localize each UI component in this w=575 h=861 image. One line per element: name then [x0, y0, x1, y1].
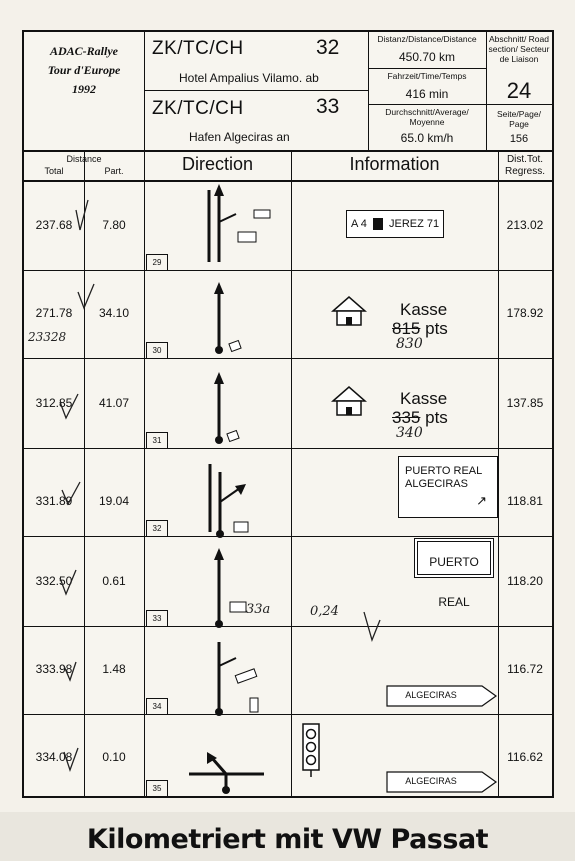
row2-partial: 34.10 [98, 306, 130, 320]
row3-total: 312.85 [35, 396, 73, 410]
stage2-number: 33 [316, 95, 340, 118]
average-label: Durchschnitt/Average/ Moyenne [385, 107, 469, 127]
time-value: 416 min [405, 87, 449, 101]
partial-header: Part. [104, 166, 124, 176]
row1-regress: 213.02 [506, 218, 544, 232]
information-header: Information [349, 154, 440, 174]
row6-total: 333.98 [35, 662, 73, 676]
header-block [24, 32, 552, 152]
row3-regress: 137.85 [506, 396, 544, 410]
row4-total: 331.89 [35, 494, 73, 508]
stage2-code: ZK/TC/CH [152, 98, 244, 119]
stage1-location: Hotel Ampalius Vilamo. ab [179, 71, 319, 85]
stage1-code: ZK/TC/CH [152, 38, 244, 59]
sign-algeciras-label: ALGECIRAS [405, 690, 457, 700]
average-value: 65.0 km/h [400, 131, 454, 145]
row2-total: 271.78 [35, 306, 73, 320]
handwritten-note: 33a [246, 602, 271, 617]
kasse1-unit: pts [425, 319, 448, 338]
sign-jerez: JEREZ 71 [389, 218, 440, 230]
time-label: Fahrzeit/Time/Temps [387, 71, 467, 81]
kasse2-handwritten: 340 [396, 425, 423, 441]
handwritten-note: 23328 [28, 330, 67, 344]
row7-partial: 0.10 [102, 750, 126, 764]
page-value: 156 [509, 133, 529, 145]
total-header: Total [44, 166, 64, 176]
distance-label: Distanz/Distance/Distance [377, 34, 477, 44]
sign-a4: A 4 [351, 218, 367, 230]
kasse-label: Kasse [400, 389, 448, 408]
footer-banner [0, 812, 575, 861]
row6-regress: 116.72 [507, 662, 543, 676]
sign-line2: ALGECIRAS [405, 478, 468, 490]
kasse-label: Kasse [400, 300, 448, 319]
box-number: 29 [146, 254, 168, 271]
box-number: 34 [146, 698, 168, 715]
box-number: 35 [146, 780, 168, 797]
distance-header: Distance [66, 154, 102, 164]
regress-header: Regress. [504, 166, 545, 177]
sign-algeciras-label: ALGECIRAS [405, 776, 457, 786]
arrow-up-right-icon: ↗ [476, 493, 487, 508]
row2-regress: 178.92 [506, 306, 544, 320]
handwritten-note: 0,24 [310, 604, 339, 619]
roadbook-page [22, 30, 554, 798]
box-number: 30 [146, 342, 168, 359]
row3-partial: 41.07 [98, 396, 130, 410]
sign-puerto-real: PUERTO REAL [414, 538, 494, 578]
row1-total: 237.68 [35, 218, 73, 232]
row4-regress: 118.81 [507, 494, 543, 508]
disttot-header: Dist.Tot. [506, 154, 544, 165]
rally-name [24, 42, 144, 99]
page-label: Seite/Page/ Page [497, 109, 541, 129]
row4-partial: 19.04 [98, 494, 130, 508]
row7-total: 334.08 [35, 750, 73, 764]
row6-partial: 1.48 [102, 662, 126, 676]
box-number: 31 [146, 432, 168, 449]
handwritten-checkmarks [24, 182, 552, 796]
direction-header: Direction [181, 154, 254, 174]
rally-year: 1992 [72, 82, 96, 96]
stage2-location: Hafen Algeciras an [189, 130, 290, 144]
row7-regress: 116.62 [507, 750, 543, 764]
row5-total: 332.50 [35, 574, 73, 588]
row5-partial: 0.61 [102, 574, 126, 588]
kasse2-unit: pts [425, 408, 448, 427]
sign-line1: PUERTO REAL [405, 465, 483, 477]
kasse2-old-price: 335 [392, 408, 421, 427]
box-number: 32 [146, 520, 168, 537]
kasse1-old-price: 815 [392, 319, 421, 338]
footer-text: Kilometriert mit VW Passat [86, 824, 489, 855]
rally-line1: ADAC-Rallye [50, 44, 118, 58]
stage1-number: 32 [316, 36, 340, 59]
distance-value: 450.70 km [398, 50, 456, 64]
section-value: 24 [506, 78, 532, 103]
row5-regress: 118.20 [507, 574, 543, 588]
row1-partial: 7.80 [102, 218, 126, 232]
section-label: Abschnitt/ Road section/ Secteur de Liaison [488, 34, 550, 64]
rally-line2: Tour d'Europe [47, 63, 121, 77]
box-number: 33 [146, 610, 168, 627]
kasse1-handwritten: 830 [396, 336, 423, 352]
